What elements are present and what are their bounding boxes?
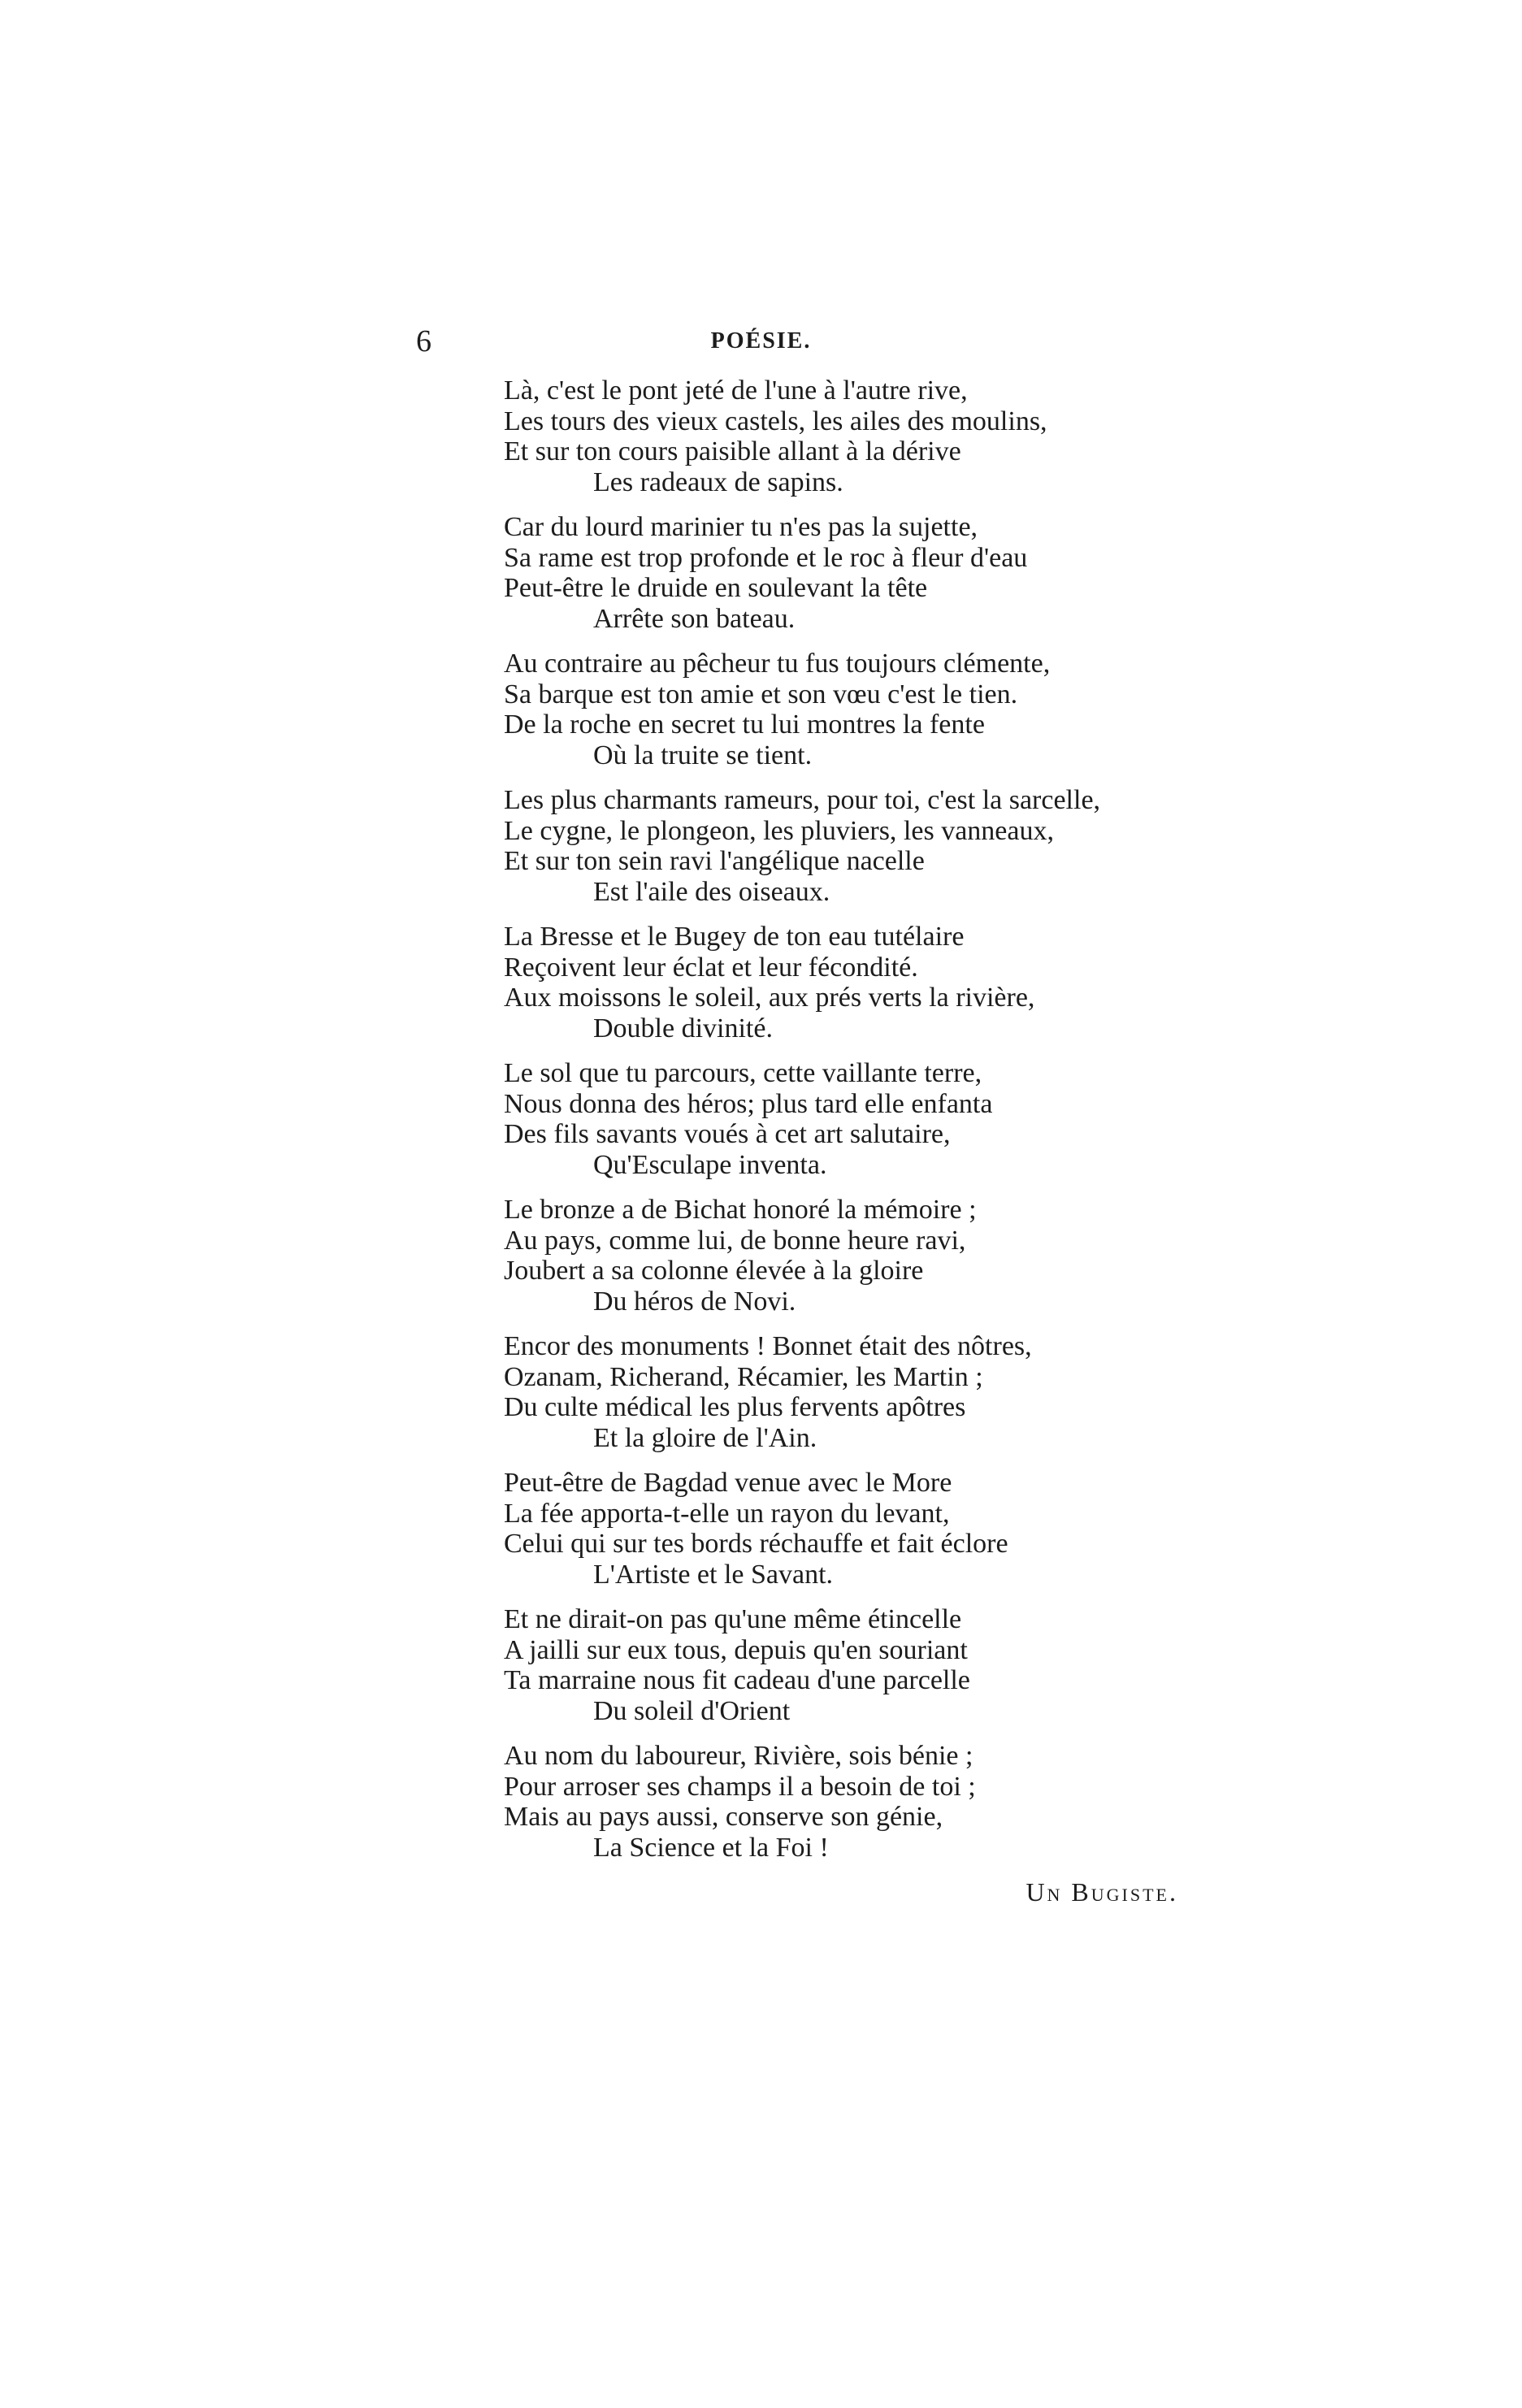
- stanza: [504, 1058, 1235, 1195]
- verse-line: Au pays, comme lui, de bonne heure ravi,: [504, 1225, 966, 1256]
- verse-line-short: Et la gloire de l'Ain.: [593, 1422, 817, 1453]
- verse-line: Peut-être le druide en soulevant la tête: [504, 573, 928, 603]
- running-head: POÉSIE.: [710, 328, 812, 354]
- verse-line: A jailli sur eux tous, depuis qu'en souriant: [504, 1634, 968, 1665]
- verse-line-short: L'Artiste et le Savant.: [593, 1559, 834, 1590]
- verse-line: Et sur ton cours paisible allant à la dérive: [504, 436, 961, 466]
- verse-line-short: La Science et la Foi !: [593, 1832, 829, 1863]
- stanza: [504, 512, 1235, 649]
- verse-line: De la roche en secret tu lui montres la fente: [504, 709, 985, 740]
- stanza: [504, 785, 1235, 922]
- verse-line-short: Est l'aile des oiseaux.: [593, 876, 830, 907]
- verse-line-short: Double divinité.: [593, 1013, 773, 1043]
- author-signature: Un Bugiste.: [1026, 1877, 1178, 1907]
- stanza: [504, 375, 1235, 512]
- stanza: [504, 1331, 1235, 1468]
- verse-line: La Bresse et le Bugey de ton eau tutélaire: [504, 922, 965, 952]
- verse-line: Reçoivent leur éclat et leur fécondité.: [504, 952, 918, 983]
- verse-line: Sa barque est ton amie et son vœu c'est le tien.: [504, 679, 1018, 709]
- verse-line: Aux moissons le soleil, aux prés verts la rivière,: [504, 983, 1035, 1013]
- verse-line: Et ne dirait-on pas qu'une même étincelle: [504, 1604, 962, 1634]
- verse-line: Des fils savants voués à cet art salutaire,: [504, 1119, 951, 1149]
- verse-line: Encor des monuments ! Bonnet était des nôtres,: [504, 1331, 1032, 1361]
- verse-line-short: Les radeaux de sapins.: [593, 466, 843, 497]
- verse-line: Au contraire au pêcheur tu fus toujours clémente,: [504, 649, 1051, 679]
- verse-line: Ta marraine nous fit cadeau d'une parcelle: [504, 1665, 970, 1695]
- page-number: 6: [416, 324, 431, 358]
- verse-line-short: Du héros de Novi.: [593, 1286, 796, 1317]
- verse-line: Les plus charmants rameurs, pour toi, c'est la sarcelle,: [504, 785, 1101, 815]
- verse-line: Le cygne, le plongeon, les pluviers, les vanneaux,: [504, 815, 1054, 846]
- stanza: [504, 1604, 1235, 1741]
- verse-line: Mais au pays aussi, conserve son génie,: [504, 1802, 943, 1832]
- verse-line-short: Du soleil d'Orient: [593, 1695, 791, 1726]
- verse-line-short: Arrête son bateau.: [593, 603, 796, 634]
- verse-line: Pour arroser ses champs il a besoin de toi ;: [504, 1771, 976, 1802]
- verse-line: Et sur ton sein ravi l'angélique nacelle: [504, 846, 925, 876]
- verse-line: Peut-être de Bagdad venue avec le More: [504, 1468, 952, 1498]
- stanza: [504, 922, 1235, 1058]
- verse-line: Au nom du laboureur, Rivière, sois bénie ;: [504, 1741, 973, 1771]
- verse-line-short: Où la truite se tient.: [593, 740, 813, 770]
- stanza: [504, 649, 1235, 785]
- stanza: [504, 1195, 1235, 1331]
- verse-line: La fée apporta-t-elle un rayon du levant,: [504, 1498, 950, 1529]
- stanza: [504, 1741, 1235, 1877]
- verse-line: Car du lourd marinier tu n'es pas la sujette,: [504, 512, 978, 542]
- verse-line: Du culte médical les plus fervents apôtres: [504, 1392, 966, 1422]
- verse-line: Le sol que tu parcours, cette vaillante terre,: [504, 1058, 982, 1088]
- stanza: [504, 1468, 1235, 1604]
- verse-line: Sa rame est trop profonde et le roc à fleur d'eau: [504, 542, 1028, 573]
- verse-line: Joubert a sa colonne élevée à la gloire: [504, 1256, 924, 1286]
- verse-line: Les tours des vieux castels, les ailes des moulins,: [504, 406, 1047, 436]
- verse-line: Ozanam, Richerand, Récamier, les Martin ;: [504, 1361, 983, 1392]
- poem: [504, 375, 1235, 1877]
- verse-line-short: Qu'Esculape inventa.: [593, 1149, 827, 1180]
- verse-line: Le bronze a de Bichat honoré la mémoire ;: [504, 1195, 977, 1225]
- verse-line: Celui qui sur tes bords réchauffe et fait éclore: [504, 1529, 1008, 1559]
- verse-line: Nous donna des héros; plus tard elle enfanta: [504, 1088, 993, 1119]
- verse-line: Là, c'est le pont jeté de l'une à l'autre rive,: [504, 375, 968, 406]
